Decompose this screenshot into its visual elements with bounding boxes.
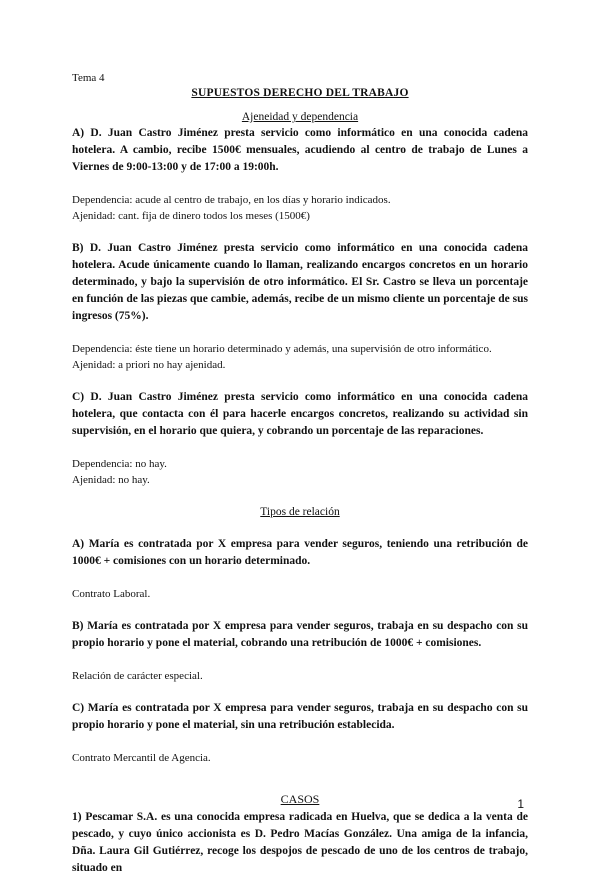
document-page [72, 64, 528, 877]
case-c-answer-ajenidad: Ajenidad: no hay. [72, 474, 150, 486]
document-title: SUPUESTOS DERECHO DEL TRABAJO [191, 87, 409, 99]
case-a-answer-dependencia: Dependencia: acude al centro de trabajo, en los días y horario indicados. [72, 194, 391, 206]
case-c-statement: C) D. Juan Castro Jiménez presta servicio como informático en una conocida cadena hotelera, que contacta con él para hacerle encargos concretos, realizando su actividad sin supervisión, en el horario que quiera, y cobrando un porcentaje de las reparaciones. [72, 391, 528, 437]
section-heading-tipos-relacion: Tipos de relación [260, 506, 340, 518]
topic-label: Tema 4 [72, 72, 105, 84]
case-b-answer-dependencia: Dependencia: éste tiene un horario determinado y además, una supervisión de otro informático. [72, 343, 492, 355]
case-c-answer-dependencia: Dependencia: no hay. [72, 458, 167, 470]
caso-1-statement: 1) Pescamar S.A. es una conocida empresa radicada en Huelva, que se dedica a la venta de pescado, y cuyo único accionista es D. Pedro Macías González. Una amiga de la infancia, Dña. Laura Gil Gutiérrez, recoge los despojos de pescado de uno de los centros de trabajo, situado en [72, 811, 528, 874]
case-a-statement: A) D. Juan Castro Jiménez presta servicio como informático en una conocida cadena hotelera. A cambio, recibe 1500€ mensuales, acudiendo al centro de trabajo de Lunes a Viernes de 9:00-13:00 y de 17:00 a 19:00h. [72, 127, 528, 173]
relation-b-answer: Relación de carácter especial. [72, 670, 203, 682]
relation-c-statement: C) María es contratada por X empresa para vender seguros, trabaja en su despacho con su propio horario y pone el material, sin una retribución establecida. [72, 702, 528, 731]
section-heading-casos: CASOS [280, 792, 320, 806]
case-b-answer-ajenidad: Ajenidad: a priori no hay ajenidad. [72, 359, 226, 371]
relation-a-answer: Contrato Laboral. [72, 588, 151, 600]
relation-b-statement: B) María es contratada por X empresa para vender seguros, trabaja en su despacho con su propio horario y pone el material, cobrando una retribución de 1000€ + comisiones. [72, 620, 528, 649]
case-b-statement: B) D. Juan Castro Jiménez presta servicio como informático en una conocida cadena hotelera. Acude únicamente cuando lo llaman, realizando encargos concretos en un horario determinado, y bajo la supervisión de otro informático. El Sr. Castro se lleva un porcentaje en función de las piezas que cambie, además, recibe de un mismo cliente un porcentaje de sus ingresos (75%). [72, 242, 528, 322]
relation-a-statement: A) María es contratada por X empresa para vender seguros, teniendo una retribución de 1000€ + comisiones con un horario determinado. [72, 538, 528, 567]
page-number: 1 [517, 797, 524, 811]
relation-c-answer: Contrato Mercantil de Agencia. [72, 752, 211, 764]
section-heading-ajeneidad: Ajeneidad y dependencia [241, 111, 359, 123]
case-a-answer-ajenidad: Ajenidad: cant. fija de dinero todos los meses (1500€) [72, 210, 310, 222]
